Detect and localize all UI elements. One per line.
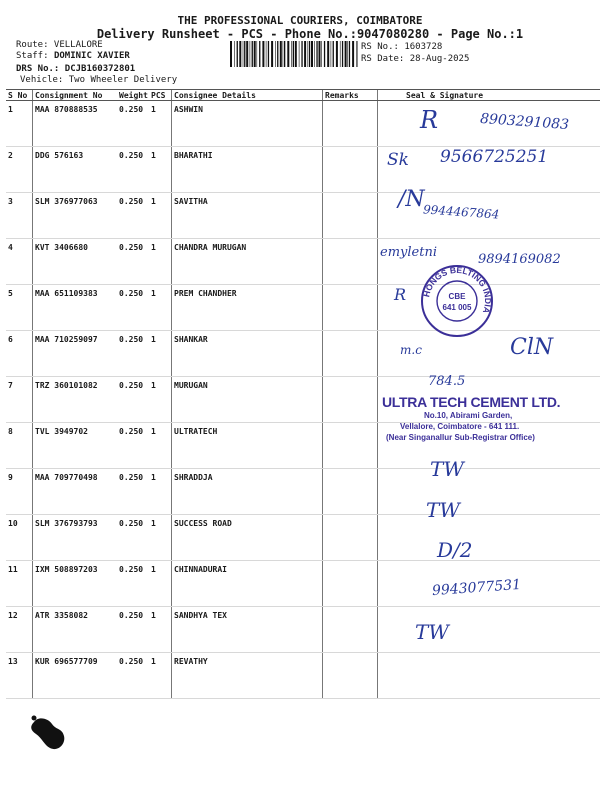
row-weight: 0.250: [117, 515, 149, 561]
row-weight: 0.250: [117, 423, 149, 469]
table-row: [6, 607, 600, 653]
drs-number: DCJB160372801: [64, 64, 136, 74]
row-consignee: CHINNADURAI: [172, 561, 323, 607]
row-seal-signature: [378, 653, 600, 699]
barcode-bar: [250, 41, 251, 67]
table-row: [6, 469, 600, 515]
barcode-bar: [301, 41, 302, 67]
barcode-bar: [295, 41, 297, 67]
barcode-bar: [349, 41, 350, 67]
handwritten-phone-12: 9943077531: [431, 576, 522, 600]
row-sno: 2: [6, 147, 33, 193]
row-consignee: SANDHYA TEX: [172, 607, 323, 653]
row-consignment-no: MAA 651109383: [33, 285, 118, 331]
row-consignment-no: MAA 710259097: [33, 331, 118, 377]
barcode-bar: [333, 41, 334, 67]
row-consignment-no: SLM 376977063: [33, 193, 118, 239]
hongs-center-1: CBE: [448, 292, 466, 301]
row-consignee: BHARATHI: [172, 147, 323, 193]
row-pcs: 1: [149, 515, 172, 561]
route-label: Route: VELLALORE: [16, 40, 103, 50]
row-weight: 0.250: [117, 239, 149, 285]
row-sno: 8: [6, 423, 33, 469]
row-sno: 6: [6, 331, 33, 377]
row-consignment-no: TRZ 360101082: [33, 377, 118, 423]
signature-5: R: [394, 285, 407, 304]
row-consignment-no: MAA 870888535: [33, 101, 118, 147]
row-pcs: 1: [149, 285, 172, 331]
row-consignee: SAVITHA: [172, 193, 323, 239]
handwritten-phone-4: 9894169082: [478, 252, 561, 267]
table-header-row: [6, 90, 600, 101]
row-weight: 0.250: [117, 607, 149, 653]
ultratech-stamp-line2: Vellalore, Coimbatore - 641 111.: [400, 422, 520, 431]
row-sno: 5: [6, 285, 33, 331]
signature-10: TW: [430, 457, 464, 481]
col-remarks: Remarks: [323, 90, 378, 101]
row-pcs: 1: [149, 101, 172, 147]
row-sno: 9: [6, 469, 33, 515]
row-consignee: SUCCESS ROAD: [172, 515, 323, 561]
barcode-bar: [239, 41, 241, 67]
row-remarks: [323, 469, 378, 515]
barcode-bar: [243, 41, 244, 67]
row-sno: 7: [6, 377, 33, 423]
drs-label: DRS No.:: [16, 64, 60, 74]
barcode-bar: [319, 41, 321, 67]
row-weight: 0.250: [117, 101, 149, 147]
row-remarks: [323, 561, 378, 607]
row-remarks: [323, 515, 378, 561]
signature-10b: TW: [426, 498, 460, 522]
barcode-bar: [277, 41, 278, 67]
row-pcs: 1: [149, 239, 172, 285]
row-consignment-no: KUR 696577709: [33, 653, 118, 699]
row-weight: 0.250: [117, 147, 149, 193]
barcode-bar: [252, 41, 253, 67]
barcode-bar: [230, 41, 232, 67]
row-sno: 13: [6, 653, 33, 699]
col-pcs: PCS: [149, 90, 172, 101]
barcode-bar: [293, 41, 294, 67]
signature-1: R: [420, 106, 439, 134]
row-seal-signature: [378, 607, 600, 653]
row-pcs: 1: [149, 561, 172, 607]
ink-blot: [28, 712, 78, 757]
row-pcs: 1: [149, 607, 172, 653]
barcode-bar: [280, 41, 282, 67]
barcode-bar: [358, 41, 359, 67]
col-consignee: Consignee Details: [172, 90, 323, 101]
signature-2: Sk: [387, 150, 409, 170]
row-consignee: ASHWIN: [172, 101, 323, 147]
barcode-bar: [259, 41, 260, 67]
staff-name: DOMINIC XAVIER: [53, 51, 130, 61]
barcode-bar: [257, 41, 258, 67]
row-consignment-no: SLM 376793793: [33, 515, 118, 561]
row-remarks: [323, 653, 378, 699]
row-consignee: CHANDRA MURUGAN: [172, 239, 323, 285]
barcode-bar: [308, 41, 309, 67]
row-seal-signature: [378, 515, 600, 561]
barcode-bar: [234, 41, 235, 67]
row-sno: 4: [6, 239, 33, 285]
barcode-bar: [304, 41, 306, 67]
row-sno: 3: [6, 193, 33, 239]
row-remarks: [323, 423, 378, 469]
barcode-bar: [268, 41, 269, 67]
row-consignment-no: TVL 3949702: [33, 423, 118, 469]
barcode-bar: [266, 41, 267, 67]
staff-label: Staff:: [16, 51, 49, 61]
barcode-bar: [342, 41, 343, 67]
barcode-bar: [271, 41, 273, 67]
hongs-center-2: 641 005: [442, 303, 472, 312]
table-row: [6, 515, 600, 561]
row-weight: 0.250: [117, 331, 149, 377]
col-sno: S No: [6, 90, 33, 101]
row-weight: 0.250: [117, 377, 149, 423]
row-consignment-no: MAA 709770498: [33, 469, 118, 515]
row-remarks: [323, 101, 378, 147]
barcode-bar: [356, 41, 357, 67]
signature-7b: ClN: [510, 335, 554, 360]
ultratech-stamp-line3: (Near Singanallur Sub-Registrar Office): [386, 433, 535, 442]
row-pcs: 1: [149, 653, 172, 699]
drs-line: [16, 64, 135, 75]
barcode-bar: [246, 41, 248, 67]
table-row: [6, 193, 600, 239]
row-remarks: [323, 607, 378, 653]
row-weight: 0.250: [117, 469, 149, 515]
barcode-bar: [336, 41, 338, 67]
ultratech-stamp-name: ULTRA TECH CEMENT LTD.: [382, 394, 561, 410]
handwritten-phone-3: 9944467864: [422, 202, 500, 222]
row-consignment-no: KVT 3406680: [33, 239, 118, 285]
barcode-bar: [309, 41, 310, 67]
handwritten-phone-2: 9566725251: [440, 147, 549, 167]
row-weight: 0.250: [117, 193, 149, 239]
row-remarks: [323, 147, 378, 193]
row-seal-signature: [378, 469, 600, 515]
col-seal: Seal & Signature: [378, 90, 600, 101]
row-weight: 0.250: [117, 561, 149, 607]
handwritten-phone-1: 8903291083: [479, 110, 570, 134]
row-weight: 0.250: [117, 285, 149, 331]
barcode-bar: [311, 41, 313, 67]
barcode-bar: [244, 41, 245, 67]
row-remarks: [323, 285, 378, 331]
barcode: [230, 41, 358, 67]
row-pcs: 1: [149, 377, 172, 423]
barcode-bar: [324, 41, 325, 67]
row-remarks: [323, 193, 378, 239]
table-row: [6, 653, 600, 699]
signature-7: m.c: [400, 343, 422, 357]
barcode-bar: [284, 41, 285, 67]
hongs-ring-text: HONGS BELTING INDIA: [421, 264, 494, 315]
row-remarks: [323, 331, 378, 377]
row-pcs: 1: [149, 331, 172, 377]
table-row: [6, 285, 600, 331]
barcode-bar: [314, 41, 315, 67]
barcode-bar: [345, 41, 347, 67]
signature-3: /N: [398, 187, 425, 212]
row-pcs: 1: [149, 469, 172, 515]
barcode-bar: [327, 41, 329, 67]
barcode-bar: [275, 41, 276, 67]
barcode-bar: [262, 41, 264, 67]
runsheet-subtitle: Delivery Runsheet - PCS - Phone No.:9047080280 - Page No.:1: [96, 27, 524, 41]
row-sno: 11: [6, 561, 33, 607]
vehicle-label: Vehicle: Two Wheeler Delivery: [20, 75, 178, 85]
row-consignment-no: IXM 508897203: [33, 561, 118, 607]
barcode-bar: [340, 41, 341, 67]
row-remarks: [323, 377, 378, 423]
row-sno: 1: [6, 101, 33, 147]
barcode-bar: [347, 41, 348, 67]
signature-4: emyletni: [380, 245, 437, 260]
row-weight: 0.250: [117, 653, 149, 699]
barcode-bar: [299, 41, 300, 67]
rs-date: RS Date: 28-Aug-2025: [361, 54, 470, 64]
row-consignee: ULTRATECH: [172, 423, 323, 469]
barcode-bar: [316, 41, 317, 67]
row-consignment-no: ATR 3358082: [33, 607, 118, 653]
signature-11: D/2: [437, 538, 473, 562]
signature-13: TW: [415, 620, 449, 644]
staff-line: [16, 51, 130, 62]
row-remarks: [323, 239, 378, 285]
row-sno: 10: [6, 515, 33, 561]
ultratech-stamp-line1: No.10, Abirami Garden,: [424, 411, 513, 420]
row-consignee: REVATHY: [172, 653, 323, 699]
barcode-bar: [321, 41, 322, 67]
col-consignment: Consignment No: [33, 90, 118, 101]
hongs-seal-stamp: [419, 263, 495, 339]
barcode-bar: [237, 41, 238, 67]
rs-number: RS No.: 1603728: [361, 42, 443, 52]
barcode-bar: [291, 41, 292, 67]
row-pcs: 1: [149, 147, 172, 193]
row-consignee: SHRADDJA: [172, 469, 323, 515]
barcode-bar: [287, 41, 289, 67]
row-consignee: SHANKAR: [172, 331, 323, 377]
row-sno: 12: [6, 607, 33, 653]
row-consignee: MURUGAN: [172, 377, 323, 423]
row-pcs: 1: [149, 423, 172, 469]
row-pcs: 1: [149, 193, 172, 239]
company-title: THE PROFESSIONAL COURIERS, COIMBATORE: [177, 14, 423, 27]
handwritten-phone-7: 784.5: [428, 374, 466, 389]
row-consignment-no: DDG 576163: [33, 147, 118, 193]
col-weight: Weight: [119, 90, 148, 100]
barcode-bar: [352, 41, 354, 67]
barcode-bar: [331, 41, 332, 67]
row-consignee: PREM CHANDHER: [172, 285, 323, 331]
barcode-bar: [254, 41, 256, 67]
barcode-bar: [283, 41, 284, 67]
